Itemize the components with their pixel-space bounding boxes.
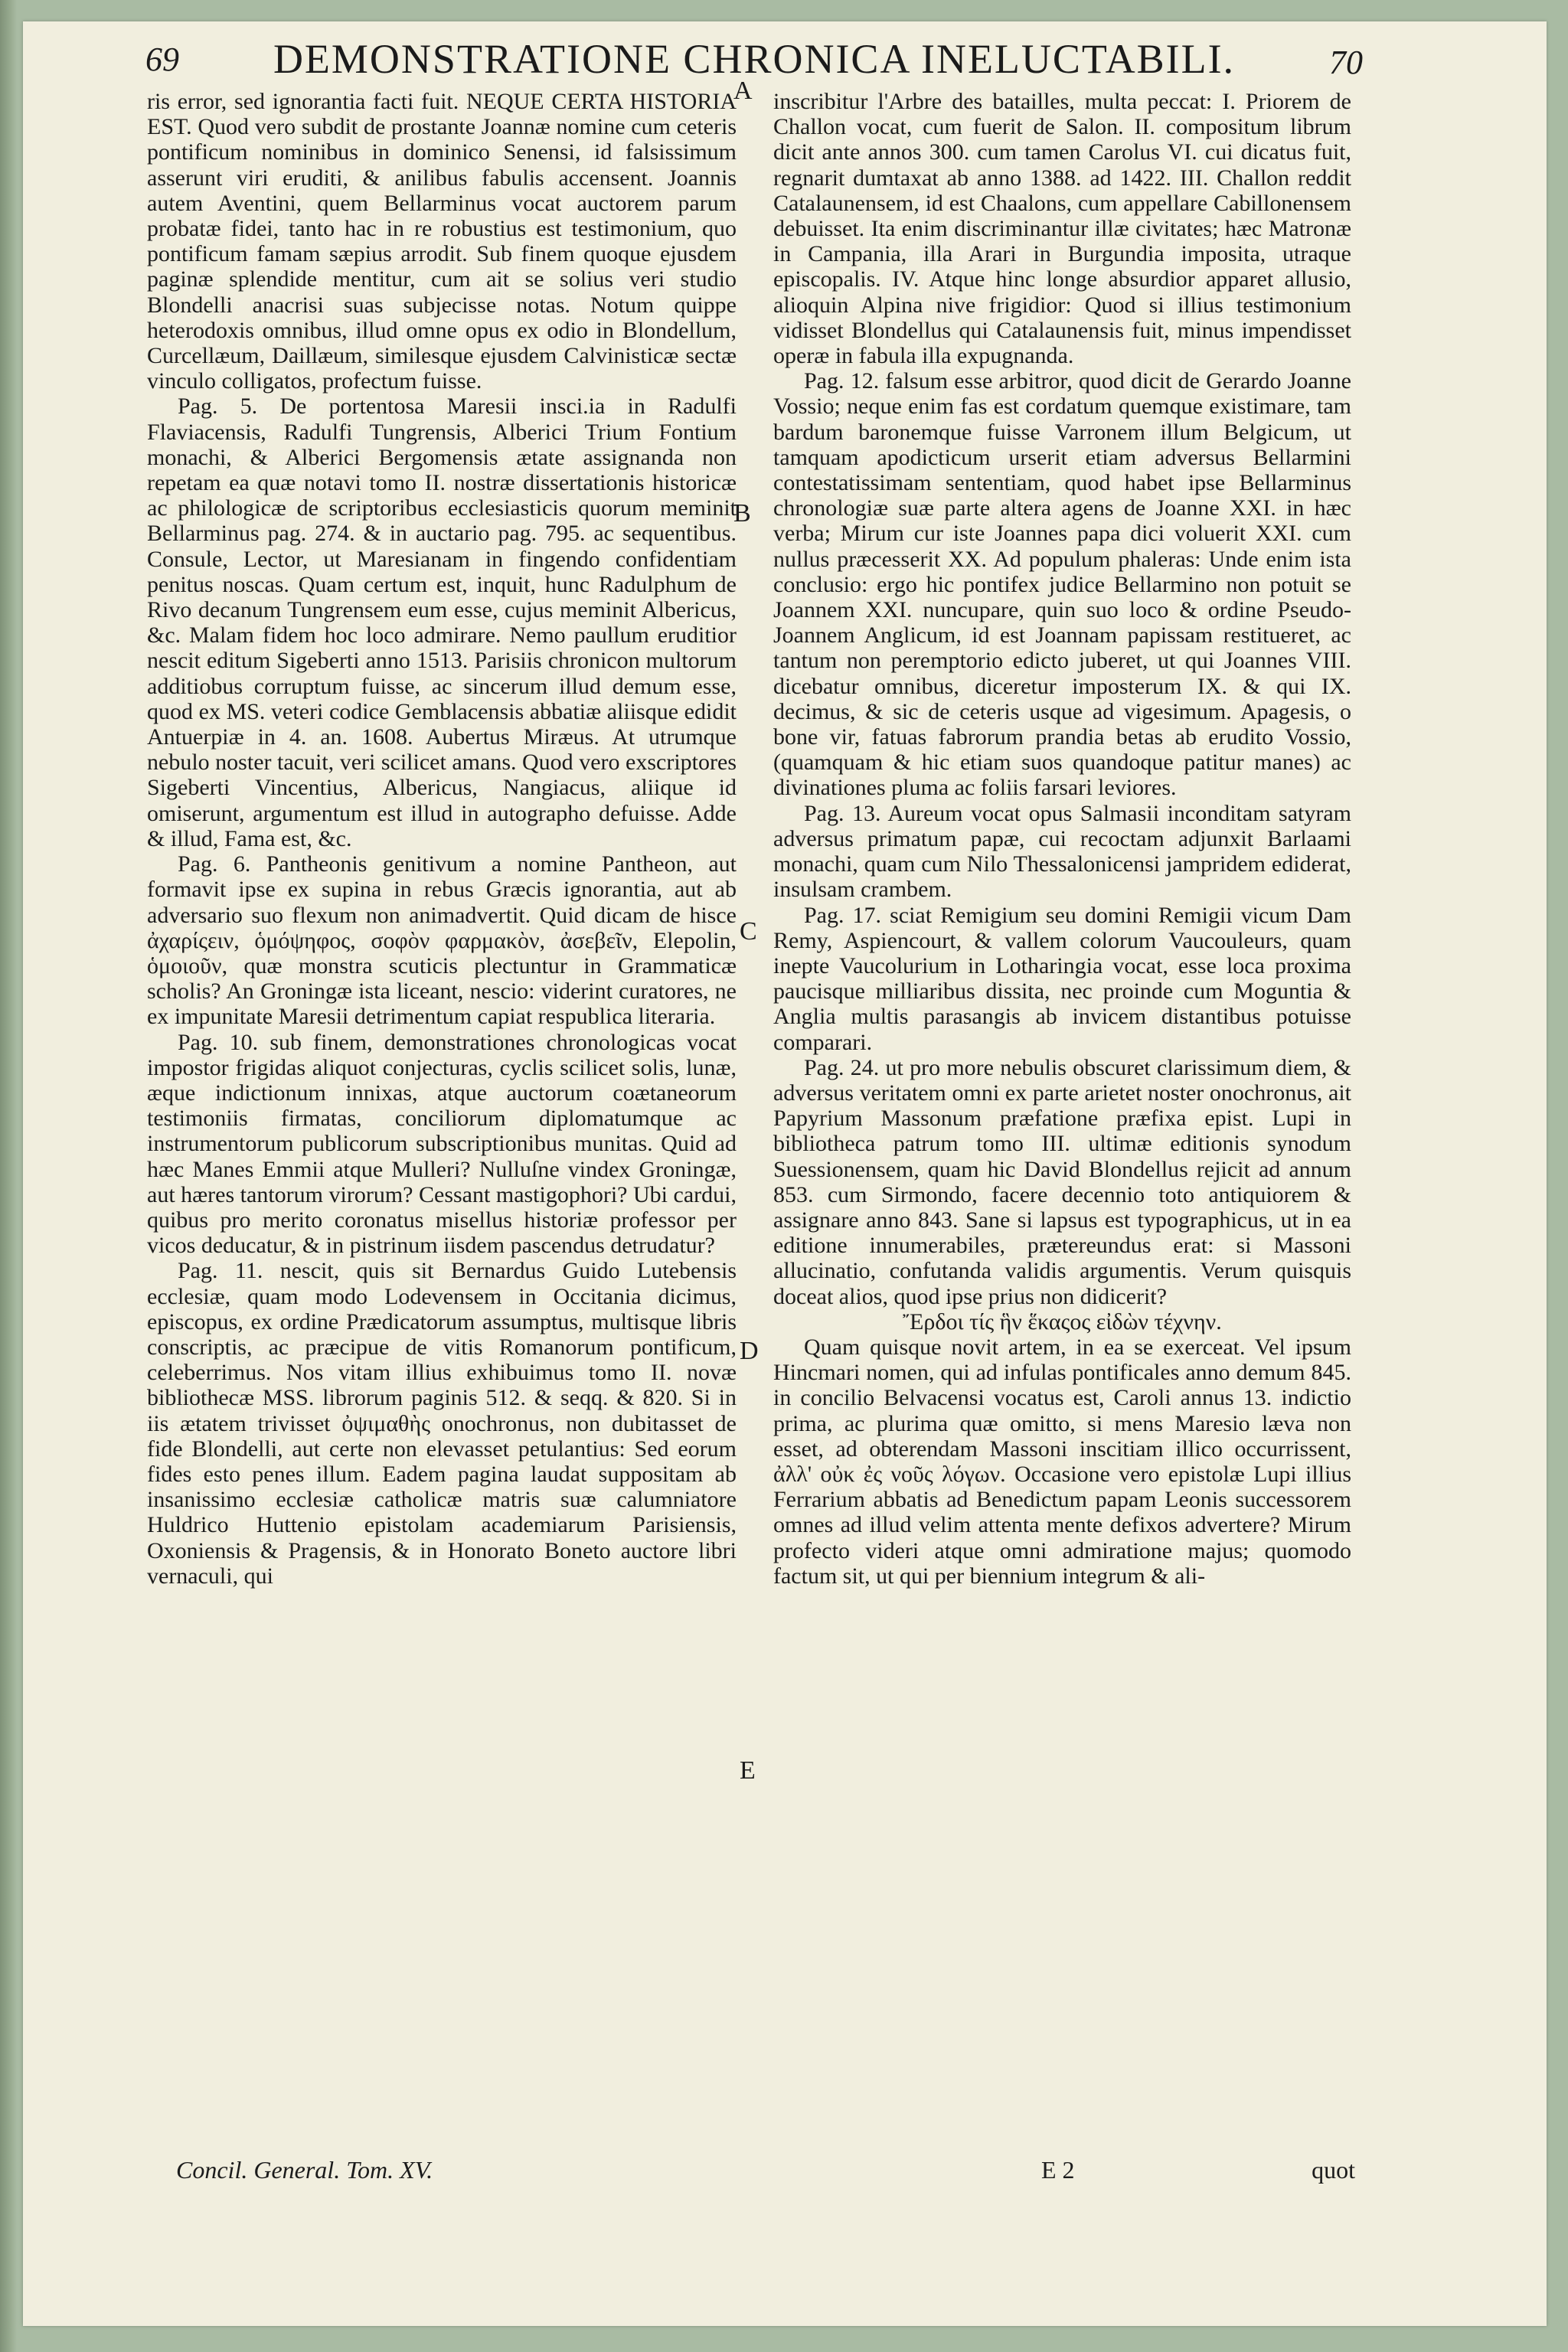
page-footer bbox=[176, 2156, 1355, 2190]
paragraph: Pag. 11. nescit, quis sit Bernardus Guido Lutebensis ecclesiæ, quam modo Lodevensem in Occitania dicimus, episcopus, ex ordine Prædicatorum assumptus, multisque libris conscriptis, ac præcipue de vitis Romanorum pontificum, celeberrimus. Nos vitam illius exhibuimus tomo II. novæ bibliothecæ MSS. librorum paginis 512. & seqq. & 820. Si in iis ætatem trivisset ὀψιμαθὴς onochronus, non dubitasset de fide Blondelli, aut certe non elevasset petulantius: Sed eorum fides esto penes illum. Eadem pagina laudat suppositam ab insanissimo ecclesiæ catholicæ matris suæ calumniatore Huldrico Huttenio epistolam academiarum Parisiensis, Oxoniensis & Pragensis, & in Honorato Boneto auctore libri vernaculi, qui bbox=[147, 1258, 737, 1589]
footer-source: Concil. General. Tom. XV. bbox=[176, 2156, 433, 2184]
page-number-left: 69 bbox=[145, 41, 179, 78]
paragraph: ris error, sed ignorantia facti fuit. NEQUE CERTA HISTORIA EST. Quod vero subdit de prostante Joannæ nomine cum ceteris pontificum nominibus in dominico Senensi, id falsissimum asserunt viri eruditi, & anilibus fabulis accensent. Joannis autem Aventini, quem Bellarminus vocat auctorem parum probatæ fidei, tanto hac in re robustius est testimonium, quo pontificum famam sæpius arrodit. Sub finem quoque ejusdem paginæ splendide mentitur, cum ait se solius veri studio Blondelli anacrisi suas subjecisse notas. Notum quippe heterodoxis omnibus, illud omne opus ex odio in Blondellum, Curcellæum, Daillæum, similesque ejusdem Calvinisticæ sectæ vinculo colligatos, profectum fuisse. bbox=[147, 89, 737, 394]
paragraph: Pag. 17. sciat Remigium seu domini Remigii vicum Dam Remy, Aspiencourt, & vallem colorum Vaucouleurs, quam inepte Vaucolurium in Lotharingia vocat, esse loca proxima paucisque milliaribus dissita, nec proinde cum Moguntia & Anglia multis parasangis ab invicem distantibus potuisse comparari. bbox=[773, 902, 1351, 1055]
greek-verse: Ἔρδοι τίς ἣν ἕκαςος εἰδὼν τέχνην. bbox=[903, 1308, 1222, 1334]
paragraph: Pag. 5. De portentosa Maresii insci.ia in Radulfi Flaviacensis, Radulfi Tungrensis, Alberici Trium Fontium monachi, & Alberici Bergomensis ætate assignanda non repetam ea quæ notavi tomo II. nostræ dissertationis historicæ ac philologicæ de scriptoribus ecclesiasticis quorum meminit Bellarminus pag. 274. & in auctario pag. 795. ac sequentibus. Consule, Lector, ut Maresianam in fingendo confidentiam penitus noscas. Quam certum est, inquit, hunc Radulphum de Rivo decanum Tungrensem eum esse, cujus meminit Albericus, &c. Malam fidem hoc loco admirare. Nemo paullum eruditior nescit editum Sigeberti anno 1513. Parisiis chronicon multorum additiobus corruptum fuisse, ac sincerum illud demum esse, quod ex MS. veteri codice Gemblacensis abbatiæ aliisque edidit Antuerpiæ in 4. an. 1608. Aubertus Miræus. At utrumque nebulo noster tacuit, veri scilicet amans. Quod vero exscriptores Sigeberti Vincentius, Albericus, Nangiacus, aliique id omiserunt, argumentum est illud in autographo defuisse. Adde & illud, Fama est, &c. bbox=[147, 394, 737, 851]
margin-marker-e: E bbox=[740, 1756, 756, 1785]
margin-marker-d: D bbox=[740, 1337, 759, 1365]
running-title: DEMONSTRATIONE CHRONICA INELUCTABILI. bbox=[273, 36, 1236, 82]
paragraph: Pag. 12. falsum esse arbitror, quod dicit de Gerardo Joanne Vossio; neque enim fas est cordatum quemque existimare, tam bardum baronemque fuisse Varronem illum Belgicum, ut tamquam apodicticum urserit etiam adversus Bellarmini contestatissimam sententiam, quod habet ipse Bellarminus chronologiæ suæ parte altera agens de Joanne XXI. in hæc verba; Mirum cur iste Joannes papa dici voluerit XXI. cum nullus præcesserit XX. Ad populum phaleras: Unde enim ista conclusio: ergo hic pontifex judice Bellarmino non potuit se Joannem XXI. nuncupare, quin suo loco & ordine Pseudo-Joannem Anglicum, id est Joannam papissam restitueret, ac tantum non peremptorio edicto juberet, ut qui Joannes VIII. dicebatur omnibus, diceretur imposterum IX. & qui IX. decimus, & sic de ceteris usque ad vigesimum. Apagesis, o bone vir, fatuas fabrorum prandia betas ab erudito Vossio, (quamquam & hic etiam suos quandoque patitur manes) ac divinationes pluma ac foliis farsari leviores. bbox=[773, 368, 1351, 801]
signature-mark: E 2 bbox=[1041, 2156, 1075, 2184]
paragraph: Pag. 6. Pantheonis genitivum a nomine Pantheon, aut formavit ipse ex supina in rebus Græcis ignorantia, aut ab adversario suo flexum non animadvertit. Quid dicam de hisce ἀχαρίςειν, ὁμόψηφος, σοφὸν φαρμακὸν, ἀσεβεῖν, Elepolin, ὁμοιοῦν, quæ monstra scuticis plectuntur in Grammaticæ scholis? An Groningæ ista liceant, nescio: viderint curatores, ne ex impunitate Maresii detrimentum capiat respublica literaria. bbox=[147, 851, 737, 1030]
margin-marker-c: C bbox=[740, 917, 757, 946]
right-column bbox=[773, 89, 1351, 2102]
page-number-right: 70 bbox=[1329, 44, 1363, 81]
page-header bbox=[145, 35, 1363, 89]
paragraph: inscribitur l'Arbre des batailles, multa peccat: I. Priorem de Challon vocat, cum fuerit de Salon. II. compositum librum dicit ante annos 300. cum tamen Carolus VI. cui dicatus fuit, regnarit dumtaxat ab anno 1388. ad 1422. III. Challon reddit Catalaunensem, id est Chaalons, cum appellare Cabillonensem debuisset. Ita enim discriminantur illæ civitates; hæc Matronæ in Campania, illa Arari in Burgundia imposita, utraque episcopalis. IV. Atque hinc longe absurdior apparet allusio, alioquin Alpina nive frigidior: Quod si illius testimonium vidisset Blondellus qui Catalaunensis fuit, minus impendisset operæ in fabula illa expugnanda. bbox=[773, 89, 1351, 369]
paragraph: Pag. 10. sub finem, demonstrationes chronologicas vocat impostor frigidas aliquot conjecturas, cyclis scilicet solis, lunæ, æque indictionum innixas, atque auctorum coætaneorum testimoniis firmatas, conciliorum diplomatumque ac instrumentorum publicorum subscriptionibus munitas. Quid ad hæc Manes Emmii atque Mulleri? Nulluſne vindex Groningæ, aut hæres tantorum virorum? Cessant mastigophori? Ubi cardui, quibus pro merito coronatus misellus historiæ professor per vicos deducatur, & in pistrinum iisdem pascendus detrudatur? bbox=[147, 1029, 737, 1259]
margin-marker-b: B bbox=[733, 499, 751, 528]
margin-marker-a: A bbox=[733, 77, 753, 105]
paragraph: Pag. 24. ut pro more nebulis obscuret clarissimum diem, & adversus veritatem omni ex parte arietet noster onochronus, ait Papyrium Massonum præfatione præfixa epist. Lupi in bibliotheca patrum tomo III. ultimæ editionis synodum Suessionensem, quam hic David Blondellus rejicit ad annum 853. cum Sirmondo, facere decennio toto antiquiorem & assignare anno 843. Sane si lapsus est typographicus, ut in ea editione innumerabiles, prætereundus erat: si Massoni allucinatio, confutanda validis argumentis. Verum quisquis doceat alios, quod ipse prius non didicerit? bbox=[773, 1054, 1351, 1309]
catchword: quot bbox=[1312, 2156, 1355, 2184]
paragraph: Pag. 13. Aureum vocat opus Salmasii inconditam satyram adversus primatum papæ, cui recoctam adjunxit Barlaami monachi, quam cum Nilo Thessalonicensi jampridem ediderat, insulsam crambem. bbox=[773, 800, 1351, 903]
paragraph: Quam quisque novit artem, in ea se exerceat. Vel ipsum Hincmari nomen, qui ad infulas pontificales anno demum 845. in concilio Belvacensi vocatus est, Caroli annus 13. indictio prima, ac plurima quæ omitto, si mens Maresio læva non esset, ad obterendam Massoni inscitiam illico occurrissent, ἀλλ' οὐκ ἐς νοῦς λόγων. Occasione vero epistolæ Lupi illius Ferrarium abbatis ad Benedictum papam Leonis successorem omnes ad illud velim attenta mente defixos advertere? Mirum profecto videri atque omni admiratione majus; quomodo factum sit, ut qui per biennium integrum & ali- bbox=[773, 1334, 1351, 1589]
scan-binding-edge bbox=[0, 0, 17, 2352]
left-column bbox=[147, 89, 737, 2102]
